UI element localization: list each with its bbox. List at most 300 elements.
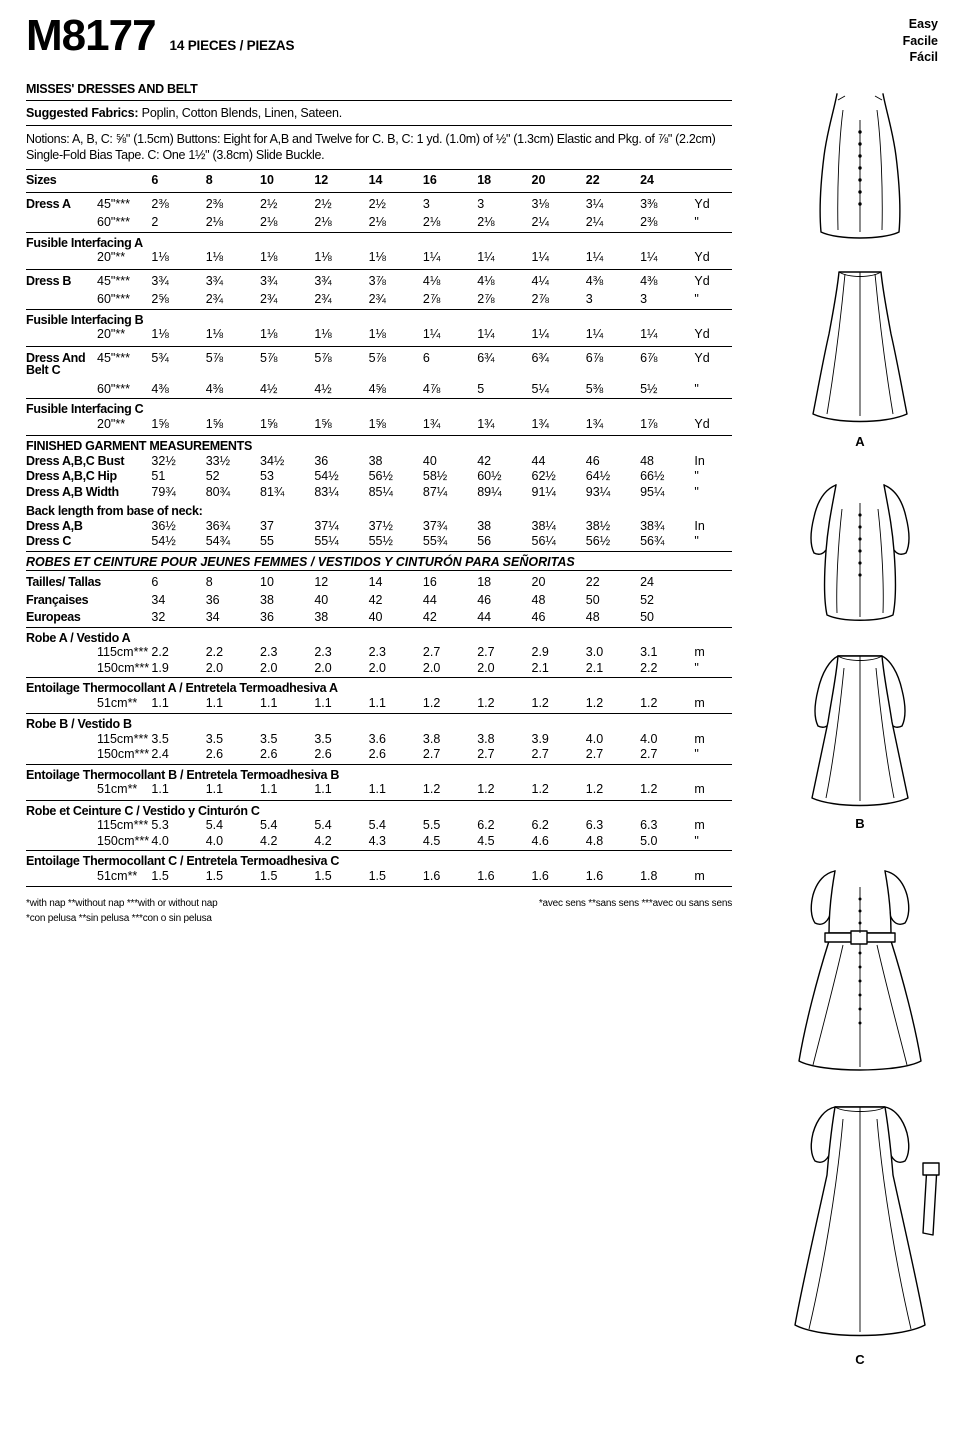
value-cell: 4½ bbox=[314, 381, 332, 396]
value-cell: 1¼ bbox=[477, 327, 495, 341]
value-cell: 2.2 bbox=[205, 645, 224, 659]
value-cell: 8 bbox=[205, 173, 213, 187]
value-cell: 2 bbox=[151, 215, 159, 229]
value-cell: 1.1 bbox=[368, 695, 386, 710]
fabric-width: 115cm*** bbox=[97, 731, 149, 746]
unit-cell: " bbox=[694, 660, 699, 675]
footnotes-left bbox=[26, 897, 217, 926]
value-cell: 6.3 bbox=[585, 818, 604, 832]
value-cell: 6⅞ bbox=[640, 350, 658, 365]
table-row bbox=[26, 733, 732, 749]
table-row bbox=[26, 380, 732, 399]
value-cell: 38 bbox=[260, 592, 274, 607]
value-cell: 2.4 bbox=[151, 747, 169, 761]
table-row bbox=[26, 678, 732, 697]
value-cell: 36 bbox=[205, 592, 220, 607]
unit-cell: m bbox=[694, 818, 705, 832]
value-cell: 2¼ bbox=[585, 215, 604, 229]
table-row bbox=[26, 269, 732, 290]
value-cell: 2.7 bbox=[422, 645, 441, 659]
value-cell: 2.2 bbox=[151, 645, 169, 659]
value-cell: 10 bbox=[260, 575, 274, 589]
value-cell: 1⅛ bbox=[368, 250, 386, 264]
value-cell: 33½ bbox=[205, 453, 231, 468]
value-cell: 34½ bbox=[260, 453, 285, 468]
value-cell: 1¼ bbox=[585, 250, 604, 264]
table-row bbox=[26, 346, 732, 380]
row-label bbox=[26, 748, 97, 764]
fabric-width: 20"** bbox=[97, 327, 126, 341]
value-cell: 3.9 bbox=[531, 731, 549, 746]
unit-cell: Yd bbox=[694, 196, 710, 211]
unit-cell: " bbox=[694, 381, 699, 396]
value-cell: 5.5 bbox=[422, 818, 441, 832]
divider bbox=[26, 887, 732, 889]
value-cell: 1.1 bbox=[314, 695, 332, 710]
table-row bbox=[26, 170, 732, 193]
value-cell: 12 bbox=[314, 575, 329, 589]
value-cell: 4.2 bbox=[314, 833, 332, 848]
difficulty-fr: Facile bbox=[902, 33, 938, 48]
difficulty-rating bbox=[760, 16, 960, 66]
value-cell: 38½ bbox=[585, 518, 611, 533]
row-label: Dress C bbox=[26, 534, 72, 548]
value-cell: 1.1 bbox=[205, 695, 224, 710]
unit-cell: In bbox=[694, 518, 705, 533]
value-cell: 56½ bbox=[368, 469, 393, 483]
table-row bbox=[26, 520, 732, 536]
value-cell: 60½ bbox=[477, 469, 502, 483]
value-cell: 1⅞ bbox=[640, 416, 658, 431]
fabric-width: 150cm*** bbox=[97, 747, 150, 761]
value-cell: 1.2 bbox=[531, 782, 549, 796]
value-cell: 2.6 bbox=[260, 747, 278, 761]
value-cell: 2.0 bbox=[477, 660, 495, 675]
value-cell: 2⅛ bbox=[477, 215, 495, 229]
table-row bbox=[26, 851, 732, 870]
fabric-width: 45"*** bbox=[97, 196, 130, 211]
section-heading: Entoilage Thermocollant B / Entretela Termoadhesiva B bbox=[26, 767, 340, 782]
value-cell: 2.3 bbox=[314, 645, 332, 659]
value-cell: 1.1 bbox=[151, 695, 169, 710]
value-cell: 1.1 bbox=[260, 782, 278, 796]
value-cell: 52 bbox=[640, 592, 654, 607]
value-cell: 3¾ bbox=[205, 273, 224, 288]
footnote-line: *con pelusa **sin pelusa ***con o sin pelusa bbox=[26, 912, 212, 924]
value-cell: 1⅛ bbox=[205, 327, 224, 341]
value-cell: 36¾ bbox=[205, 518, 231, 533]
value-cell: 3¾ bbox=[314, 273, 332, 288]
value-cell: 6.3 bbox=[640, 818, 658, 832]
value-cell: 1⅝ bbox=[260, 416, 278, 431]
value-cell: 1.5 bbox=[368, 868, 386, 883]
value-cell: 80¾ bbox=[205, 484, 231, 499]
section-heading: Entoilage Thermocollant C / Entretela Termoadhesiva C bbox=[26, 854, 340, 868]
value-cell: 42 bbox=[477, 453, 492, 468]
unit-cell: " bbox=[694, 534, 699, 548]
value-cell: 1.2 bbox=[640, 782, 658, 796]
row-label bbox=[26, 290, 97, 309]
value-cell: 4.0 bbox=[151, 833, 169, 848]
section-heading: Back length from base of neck: bbox=[26, 504, 203, 518]
table-row bbox=[26, 835, 732, 851]
table-row bbox=[26, 800, 732, 819]
value-cell: 48 bbox=[531, 592, 546, 607]
value-cell: 2½ bbox=[314, 196, 332, 211]
unit-cell: Yd bbox=[694, 250, 710, 264]
value-cell: 2.7 bbox=[477, 645, 495, 659]
unit-cell: Yd bbox=[694, 327, 710, 341]
value-cell: 36 bbox=[260, 610, 274, 624]
value-cell: 1.1 bbox=[205, 782, 224, 796]
value-cell: 4⅝ bbox=[368, 381, 386, 396]
value-cell: 2⅞ bbox=[531, 292, 549, 306]
value-cell: 2¾ bbox=[205, 292, 224, 306]
page-title: MISSES' DRESSES AND BELT bbox=[26, 82, 198, 96]
unit-cell: In bbox=[694, 453, 705, 468]
value-cell: 46 bbox=[531, 610, 546, 624]
value-cell: 32 bbox=[151, 610, 166, 624]
value-cell: 2.6 bbox=[314, 747, 332, 761]
row-label bbox=[26, 380, 97, 399]
row-label bbox=[26, 418, 97, 436]
value-cell: 16 bbox=[422, 575, 437, 589]
table-row bbox=[26, 609, 732, 627]
value-cell: 1.9 bbox=[151, 660, 169, 675]
value-cell: 36 bbox=[314, 453, 329, 468]
value-cell: 2⅝ bbox=[151, 292, 169, 306]
footnote-line: *avec sens **sans sens ***avec ou sans sens bbox=[538, 898, 732, 909]
fabric-width: 51cm** bbox=[97, 695, 138, 710]
value-cell: 2⅜ bbox=[151, 196, 169, 211]
value-cell: 4½ bbox=[260, 381, 278, 396]
unit-cell: m bbox=[694, 731, 705, 746]
value-cell: 4.5 bbox=[477, 833, 495, 848]
value-cell: 1.2 bbox=[422, 695, 441, 710]
value-cell: 6.2 bbox=[531, 818, 549, 832]
value-cell: 2.0 bbox=[205, 660, 224, 675]
divider bbox=[26, 100, 732, 101]
value-cell: 3.8 bbox=[422, 731, 441, 746]
value-cell: 2.9 bbox=[531, 645, 549, 659]
row-label bbox=[26, 662, 97, 678]
value-cell: 3.5 bbox=[151, 731, 169, 746]
row-label: Dress A,B,C Bust bbox=[26, 453, 125, 468]
value-cell: 53 bbox=[260, 469, 274, 483]
value-cell: 2¾ bbox=[368, 292, 386, 306]
value-cell: 4.0 bbox=[205, 833, 224, 848]
row-label: Dress And Belt C bbox=[26, 350, 86, 377]
table-row bbox=[26, 551, 732, 571]
value-cell: 37¼ bbox=[314, 518, 339, 533]
value-cell: 46 bbox=[585, 453, 600, 468]
value-cell: 1¼ bbox=[640, 327, 658, 341]
value-cell: 2.0 bbox=[260, 660, 278, 675]
fabric-width: 45"*** bbox=[97, 350, 130, 365]
value-cell: 1.5 bbox=[260, 868, 278, 883]
unit-cell: " bbox=[694, 215, 699, 229]
difficulty-es: Fácil bbox=[909, 50, 938, 64]
value-cell: 50 bbox=[585, 592, 600, 607]
value-cell: 1¾ bbox=[531, 416, 549, 431]
unit-cell: Yd bbox=[694, 350, 710, 365]
value-cell: 2½ bbox=[260, 196, 278, 211]
suggested-fabrics-text: Poplin, Cotton Blends, Linen, Sateen. bbox=[138, 106, 343, 120]
value-cell: 5.4 bbox=[260, 818, 278, 832]
table-row bbox=[26, 309, 732, 328]
row-label bbox=[26, 251, 97, 269]
value-cell: 55¾ bbox=[422, 534, 448, 548]
value-cell: 85¼ bbox=[368, 484, 393, 499]
table-row bbox=[26, 748, 732, 764]
value-cell: 32½ bbox=[151, 453, 176, 468]
table-row bbox=[26, 501, 732, 520]
table-row bbox=[26, 571, 732, 592]
value-cell: 1⅛ bbox=[151, 250, 169, 264]
value-cell: 54¾ bbox=[205, 534, 231, 548]
value-cell: 4⅞ bbox=[422, 381, 441, 396]
view-label-b: B bbox=[855, 815, 865, 831]
value-cell: 2.2 bbox=[640, 660, 658, 675]
value-cell: 6 bbox=[151, 173, 159, 187]
view-c-front-illustration bbox=[760, 849, 960, 1079]
value-cell: 2⅛ bbox=[368, 215, 386, 229]
value-cell: 36½ bbox=[151, 518, 176, 533]
fabric-width: 45"*** bbox=[97, 273, 130, 288]
value-cell: 54½ bbox=[151, 534, 176, 548]
footnotes-right bbox=[539, 897, 732, 926]
table-row bbox=[26, 232, 732, 251]
value-cell: 2.6 bbox=[368, 747, 386, 761]
view-a-back-illustration bbox=[760, 256, 960, 431]
value-cell: 3⅜ bbox=[640, 196, 658, 211]
value-cell: 56¾ bbox=[640, 534, 665, 548]
row-label bbox=[26, 213, 97, 232]
value-cell: 14 bbox=[368, 173, 383, 187]
value-cell: 2½ bbox=[368, 196, 386, 211]
yardage-table bbox=[26, 169, 732, 888]
value-cell: 38 bbox=[314, 610, 329, 624]
table-row bbox=[26, 455, 732, 471]
value-cell: 89¼ bbox=[477, 484, 502, 499]
value-cell: 1⅝ bbox=[205, 416, 224, 431]
info-column bbox=[26, 11, 732, 926]
value-cell: 12 bbox=[314, 173, 329, 187]
view-b-front-illustration bbox=[760, 465, 960, 630]
value-cell: 22 bbox=[585, 173, 600, 187]
value-cell: 18 bbox=[477, 173, 492, 187]
table-row bbox=[26, 535, 732, 551]
value-cell: 1¼ bbox=[422, 250, 441, 264]
illustration-column bbox=[760, 16, 960, 1367]
value-cell: 5½ bbox=[640, 381, 658, 396]
value-cell: 95¼ bbox=[640, 484, 665, 499]
table-row bbox=[26, 697, 732, 714]
view-a-front-illustration bbox=[760, 80, 960, 250]
table-row bbox=[26, 887, 732, 889]
value-cell: 1⅛ bbox=[368, 327, 386, 341]
value-cell: 38¾ bbox=[640, 518, 665, 533]
table-row bbox=[26, 662, 732, 678]
unit-cell: m bbox=[694, 782, 705, 796]
value-cell: 1.1 bbox=[368, 782, 386, 796]
unit-cell bbox=[694, 571, 732, 592]
row-label: Dress A,B bbox=[26, 518, 83, 533]
value-cell: 42 bbox=[422, 610, 437, 624]
value-cell: 38¼ bbox=[531, 518, 556, 533]
value-cell: 16 bbox=[422, 173, 437, 187]
value-cell: 2.0 bbox=[368, 660, 386, 675]
footnotes bbox=[26, 897, 732, 926]
value-cell: 2.1 bbox=[531, 660, 549, 675]
value-cell: 1⅝ bbox=[368, 416, 386, 431]
value-cell: 1.5 bbox=[151, 868, 169, 883]
value-cell: 6 bbox=[151, 575, 159, 589]
value-cell: 3.5 bbox=[205, 731, 224, 746]
value-cell: 5⅜ bbox=[585, 381, 604, 396]
unit-cell: " bbox=[694, 833, 699, 848]
difficulty-en: Easy bbox=[908, 17, 938, 31]
fabric-width: 60"*** bbox=[97, 292, 130, 306]
value-cell: 56½ bbox=[585, 534, 611, 548]
table-row bbox=[26, 192, 732, 213]
value-cell: 20 bbox=[531, 173, 546, 187]
value-cell: 38 bbox=[477, 518, 492, 533]
value-cell: 4⅜ bbox=[205, 381, 224, 396]
section-heading: Robe B / Vestido B bbox=[26, 717, 132, 731]
fabric-width: 20"** bbox=[97, 250, 126, 264]
value-cell: 6¾ bbox=[531, 350, 549, 365]
value-cell: 2¾ bbox=[260, 292, 278, 306]
row-label bbox=[26, 835, 97, 851]
value-cell: 42 bbox=[368, 592, 383, 607]
value-cell: 3.5 bbox=[314, 731, 332, 746]
value-cell: 38 bbox=[368, 453, 383, 468]
value-cell: 2⅛ bbox=[205, 215, 224, 229]
table-row bbox=[26, 399, 732, 418]
value-cell: 5.4 bbox=[368, 818, 386, 832]
suggested-fabrics bbox=[26, 106, 732, 120]
unit-cell: m bbox=[694, 868, 705, 883]
value-cell: 1.1 bbox=[151, 782, 169, 796]
value-cell: 5⅞ bbox=[260, 350, 278, 365]
value-cell: 6¾ bbox=[477, 350, 495, 365]
value-cell: 87¼ bbox=[422, 484, 448, 499]
value-cell: 5 bbox=[477, 381, 485, 396]
value-cell: 2⅞ bbox=[422, 292, 441, 306]
value-cell: 4⅜ bbox=[151, 381, 169, 396]
row-label bbox=[26, 819, 97, 835]
value-cell: 1.8 bbox=[640, 868, 658, 883]
value-cell: 1¼ bbox=[422, 327, 441, 341]
value-cell: 2.7 bbox=[422, 747, 441, 761]
value-cell: 56 bbox=[477, 534, 492, 548]
table-row bbox=[26, 290, 732, 309]
value-cell: 3⅛ bbox=[531, 196, 549, 211]
value-cell: 2.7 bbox=[640, 747, 658, 761]
value-cell: 1⅛ bbox=[314, 250, 332, 264]
value-cell: 55 bbox=[260, 534, 274, 548]
unit-cell: " bbox=[694, 484, 699, 499]
value-cell: 4.0 bbox=[585, 731, 604, 746]
value-cell: 1.6 bbox=[531, 868, 549, 883]
value-cell: 2.0 bbox=[422, 660, 441, 675]
value-cell: 1.5 bbox=[314, 868, 332, 883]
value-cell: 37¾ bbox=[422, 518, 448, 533]
view-label-c: C bbox=[855, 1351, 865, 1367]
section-heading: FINISHED GARMENT MEASUREMENTS bbox=[26, 439, 253, 453]
value-cell: 1.5 bbox=[205, 868, 224, 883]
value-cell: 1.2 bbox=[477, 695, 495, 710]
fabric-width: 150cm*** bbox=[97, 660, 150, 675]
footnote-line: *with nap **without nap ***with or without nap bbox=[26, 898, 218, 909]
unit-cell: " bbox=[694, 292, 699, 306]
row-label: Dress A,B Width bbox=[26, 484, 119, 499]
value-cell: 1¾ bbox=[477, 416, 495, 431]
value-cell: 93¼ bbox=[585, 484, 611, 499]
fabric-width bbox=[97, 170, 151, 193]
value-cell: 37½ bbox=[368, 518, 393, 533]
value-cell: 5⅞ bbox=[368, 350, 386, 365]
value-cell: 81¾ bbox=[260, 484, 285, 499]
value-cell: 2⅜ bbox=[205, 196, 224, 211]
pattern-number: M8177 bbox=[26, 11, 156, 60]
value-cell: 6 bbox=[422, 350, 430, 365]
value-cell: 1⅛ bbox=[314, 327, 332, 341]
value-cell: 5⅞ bbox=[314, 350, 332, 365]
value-cell: 1.1 bbox=[314, 782, 332, 796]
row-label bbox=[26, 733, 97, 749]
divider bbox=[26, 125, 732, 126]
value-cell: 10 bbox=[260, 173, 274, 187]
section-heading: Fusible Interfacing A bbox=[26, 235, 143, 250]
value-cell: 37 bbox=[260, 518, 274, 533]
value-cell: 1¼ bbox=[531, 327, 549, 341]
value-cell: 5.4 bbox=[205, 818, 224, 832]
value-cell: 1.2 bbox=[422, 782, 441, 796]
value-cell: 3.8 bbox=[477, 731, 495, 746]
value-cell: 2.7 bbox=[477, 747, 495, 761]
value-cell: 48 bbox=[585, 610, 600, 624]
value-cell: 1⅛ bbox=[151, 327, 169, 341]
value-cell: 55½ bbox=[368, 534, 393, 548]
row-label bbox=[26, 870, 97, 887]
value-cell: 4.5 bbox=[422, 833, 441, 848]
value-cell: 1.2 bbox=[640, 695, 658, 710]
section-heading: Robe A / Vestido A bbox=[26, 630, 131, 645]
value-cell: 6⅞ bbox=[585, 350, 604, 365]
row-label bbox=[26, 328, 97, 346]
value-cell: 2.7 bbox=[531, 747, 549, 761]
fabric-width: 115cm*** bbox=[97, 818, 149, 832]
table-row bbox=[26, 486, 732, 502]
value-cell: 83¼ bbox=[314, 484, 339, 499]
value-cell: 46 bbox=[477, 592, 492, 607]
value-cell: 2⅜ bbox=[640, 215, 658, 229]
value-cell: 3.5 bbox=[260, 731, 278, 746]
value-cell: 24 bbox=[640, 173, 654, 187]
unit-cell bbox=[694, 170, 732, 193]
value-cell: 64½ bbox=[585, 469, 611, 483]
value-cell: 40 bbox=[368, 610, 383, 624]
value-cell: 3¼ bbox=[585, 196, 604, 211]
table-row bbox=[26, 436, 732, 455]
value-cell: 62½ bbox=[531, 469, 556, 483]
value-cell: 6.2 bbox=[477, 818, 495, 832]
value-cell: 55¼ bbox=[314, 534, 339, 548]
table-row bbox=[26, 251, 732, 269]
suggested-fabrics-label: Suggested Fabrics: bbox=[26, 106, 139, 120]
